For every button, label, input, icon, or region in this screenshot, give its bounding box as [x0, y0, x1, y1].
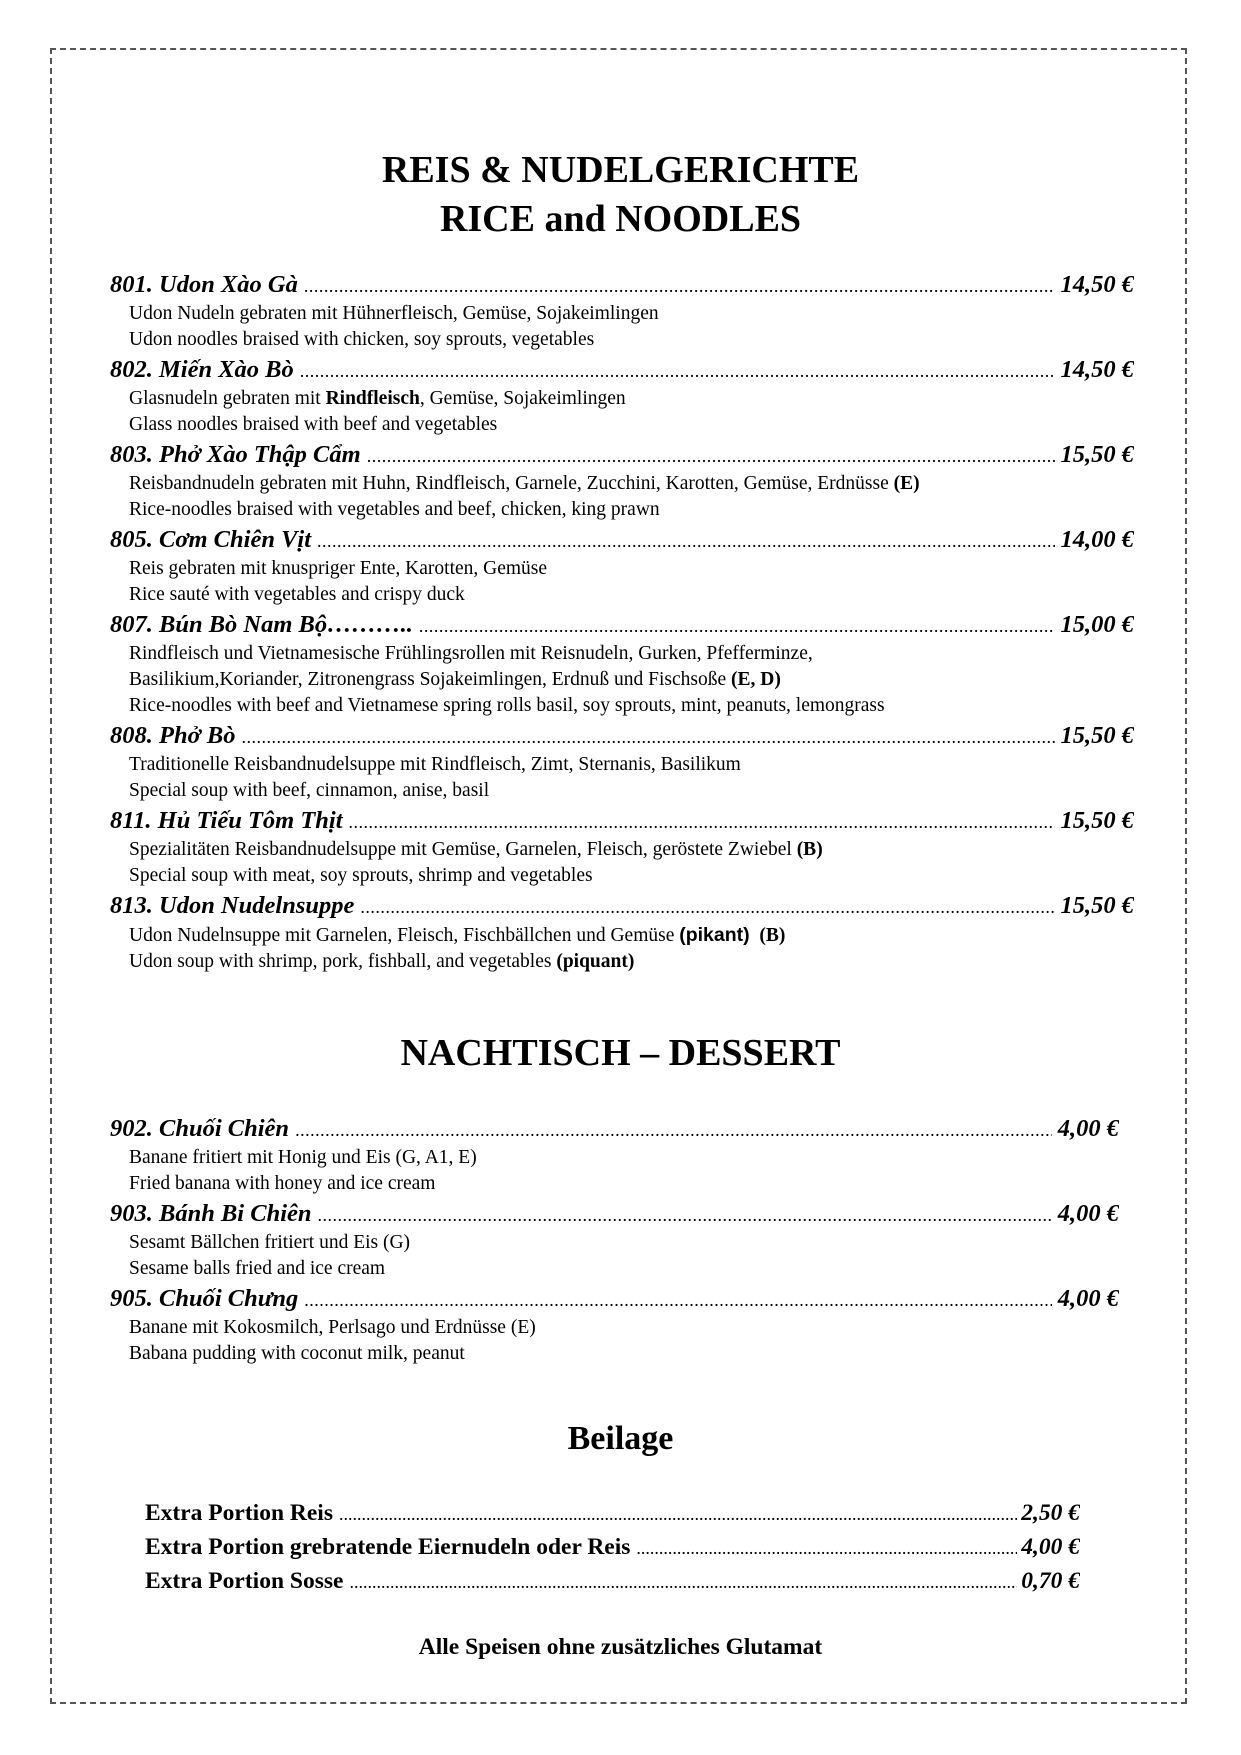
menu-item	[110, 523, 1134, 608]
item-name: 903. Bánh Bi Chiên	[110, 1200, 312, 1227]
menu-item	[110, 804, 1134, 889]
item-desc-de: Spezialitäten Reisbandnudelsuppe mit Gemüse, Garnelen, Fleisch, geröstete Zwiebel (B)	[129, 839, 823, 860]
item-desc-de: Banane fritiert mit Honig und Eis (G, A1, E)	[129, 1147, 477, 1168]
dot-leader	[419, 610, 1055, 641]
item-price: 15,50 €	[1060, 722, 1134, 749]
side-item	[145, 1530, 1080, 1564]
item-desc-de: Udon Nudeln gebraten mit Hühnerfleisch, Gemüse, Sojakeimlingen	[129, 303, 659, 324]
item-desc-en: Rice-noodles braised with vegetables and beef, chicken, king prawn	[129, 499, 660, 520]
section-title-main: REIS & NUDELGERICHTE	[381, 149, 860, 191]
item-desc-de: Reisbandnudeln gebraten mit Huhn, Rindfleisch, Garnele, Zucchini, Karotten, Gemüse, Erdnüsse (E)	[129, 473, 920, 494]
menu-item	[110, 719, 1134, 804]
dot-leader	[349, 1565, 1017, 1598]
item-desc-en: Rice sauté with vegetables and crispy duck	[129, 584, 465, 605]
dot-leader	[349, 806, 1055, 837]
dot-leader	[241, 721, 1054, 752]
item-name: 801. Udon Xào Gà	[110, 271, 298, 298]
item-price: 4,00 €	[1057, 1285, 1119, 1312]
item-desc-de: Rindfleisch und Vietnamesische Frühlingsrollen mit Reisnudeln, Gurken, Pfefferminze,	[129, 643, 813, 664]
menu-item	[110, 1197, 1134, 1282]
item-desc-en: Sesame balls fried and ice cream	[129, 1258, 386, 1279]
footer-note: Alle Speisen ohne zusätzliches Glutamat	[418, 1634, 823, 1660]
menu-list-main	[110, 268, 1134, 975]
section-subtitle-main: RICE and NOODLES	[439, 198, 802, 240]
dot-leader	[317, 525, 1054, 556]
item-name: 902. Chuối Chiên	[110, 1115, 290, 1142]
menu-item	[110, 438, 1134, 523]
item-name: 811. Hủ Tiếu Tôm Thịt	[110, 807, 343, 834]
menu-list-dessert	[110, 1112, 1134, 1367]
dot-leader	[295, 1114, 1052, 1145]
spicy-note-en: (piquant)	[556, 951, 635, 972]
spicy-note: (pikant)	[679, 924, 750, 946]
dot-leader	[304, 1284, 1051, 1315]
item-price: 15,50 €	[1060, 441, 1134, 468]
side-name: Extra Portion grebratende Eiernudeln oder Reis	[145, 1534, 631, 1560]
item-name: 805. Cơm Chiên Vịt	[110, 526, 312, 553]
dot-leader	[339, 1497, 1017, 1530]
item-desc-en: Udon soup with shrimp, pork, fishball, and vegetables (piquant)	[129, 951, 635, 972]
allergen-code: (B)	[796, 839, 823, 860]
menu-item	[110, 268, 1134, 353]
side-list	[145, 1496, 1080, 1598]
dot-leader	[318, 1199, 1052, 1230]
dot-leader	[360, 891, 1054, 922]
item-desc-en: Glass noodles braised with beef and vegetables	[129, 414, 498, 435]
side-price: 4,00 €	[1021, 1534, 1080, 1560]
side-name: Extra Portion Sosse	[145, 1568, 344, 1594]
item-price: 15,00 €	[1060, 611, 1134, 638]
menu-item	[110, 889, 1134, 975]
dot-leader	[300, 355, 1055, 386]
item-desc-en: Fried banana with honey and ice cream	[129, 1173, 436, 1194]
item-price: 4,00 €	[1057, 1115, 1119, 1142]
item-name: 905. Chuối Chưng	[110, 1285, 299, 1312]
item-desc-de-cont: Basilikium,Koriander, Zitronengrass Sojakeimlingen, Erdnuß und Fischsoße (E, D)	[129, 669, 781, 690]
item-price: 15,50 €	[1060, 807, 1134, 834]
section-title-sides: Beilage	[567, 1420, 674, 1457]
item-desc-en: Special soup with beef, cinnamon, anise, basil	[129, 780, 490, 801]
menu-item	[110, 1112, 1134, 1197]
item-name: 807. Bún Bò Nam Bộ………..	[110, 611, 413, 638]
side-price: 2,50 €	[1021, 1500, 1080, 1526]
item-desc-en: Special soup with meat, soy sprouts, shrimp and vegetables	[129, 865, 593, 886]
menu-item	[110, 608, 1134, 719]
item-name: 808. Phở Bò	[110, 722, 236, 749]
item-desc-en: Babana pudding with coconut milk, peanut	[129, 1343, 465, 1364]
item-desc-en: Rice-noodles with beef and Vietnamese spring rolls basil, soy sprouts, mint, peanuts, lemongrass	[129, 695, 885, 716]
item-price: 14,50 €	[1060, 356, 1134, 383]
item-desc-en: Udon noodles braised with chicken, soy sprouts, vegetables	[129, 329, 595, 350]
item-name: 803. Phở Xào Thập Cẩm	[110, 441, 361, 468]
item-desc-de: Glasnudeln gebraten mit Rindfleisch, Gemüse, Sojakeimlingen	[129, 388, 626, 409]
item-name: 813. Udon Nudelnsuppe	[110, 892, 355, 919]
side-price: 0,70 €	[1021, 1568, 1080, 1594]
item-price: 14,00 €	[1060, 526, 1134, 553]
item-desc-de: Udon Nudelnsuppe mit Garnelen, Fleisch, Fischbällchen und Gemüse (pikant) (B)	[129, 924, 786, 946]
dot-leader	[367, 440, 1055, 471]
side-item	[145, 1564, 1080, 1598]
allergen-code: (E, D)	[731, 669, 781, 690]
item-name: 802. Miến Xào Bò	[110, 356, 294, 383]
section-title-dessert: NACHTISCH – DESSERT	[400, 1032, 841, 1074]
item-desc-de: Banane mit Kokosmilch, Perlsago und Erdnüsse (E)	[129, 1317, 536, 1338]
menu-item	[110, 353, 1134, 438]
side-name: Extra Portion Reis	[145, 1500, 333, 1526]
item-desc-de: Reis gebraten mit knuspriger Ente, Karotten, Gemüse	[129, 558, 548, 579]
item-desc-de: Traditionelle Reisbandnudelsuppe mit Rindfleisch, Zimt, Sternanis, Basilikum	[129, 754, 741, 775]
allergen-code: (B)	[759, 925, 786, 946]
item-price: 15,50 €	[1060, 892, 1134, 919]
dot-leader	[636, 1531, 1017, 1564]
side-item	[145, 1496, 1080, 1530]
dot-leader	[304, 270, 1055, 301]
menu-item	[110, 1282, 1134, 1367]
item-price: 14,50 €	[1060, 271, 1134, 298]
item-price: 4,00 €	[1057, 1200, 1119, 1227]
item-desc-de: Sesamt Bällchen fritiert und Eis (G)	[129, 1232, 411, 1253]
allergen-code: (E)	[893, 473, 920, 494]
